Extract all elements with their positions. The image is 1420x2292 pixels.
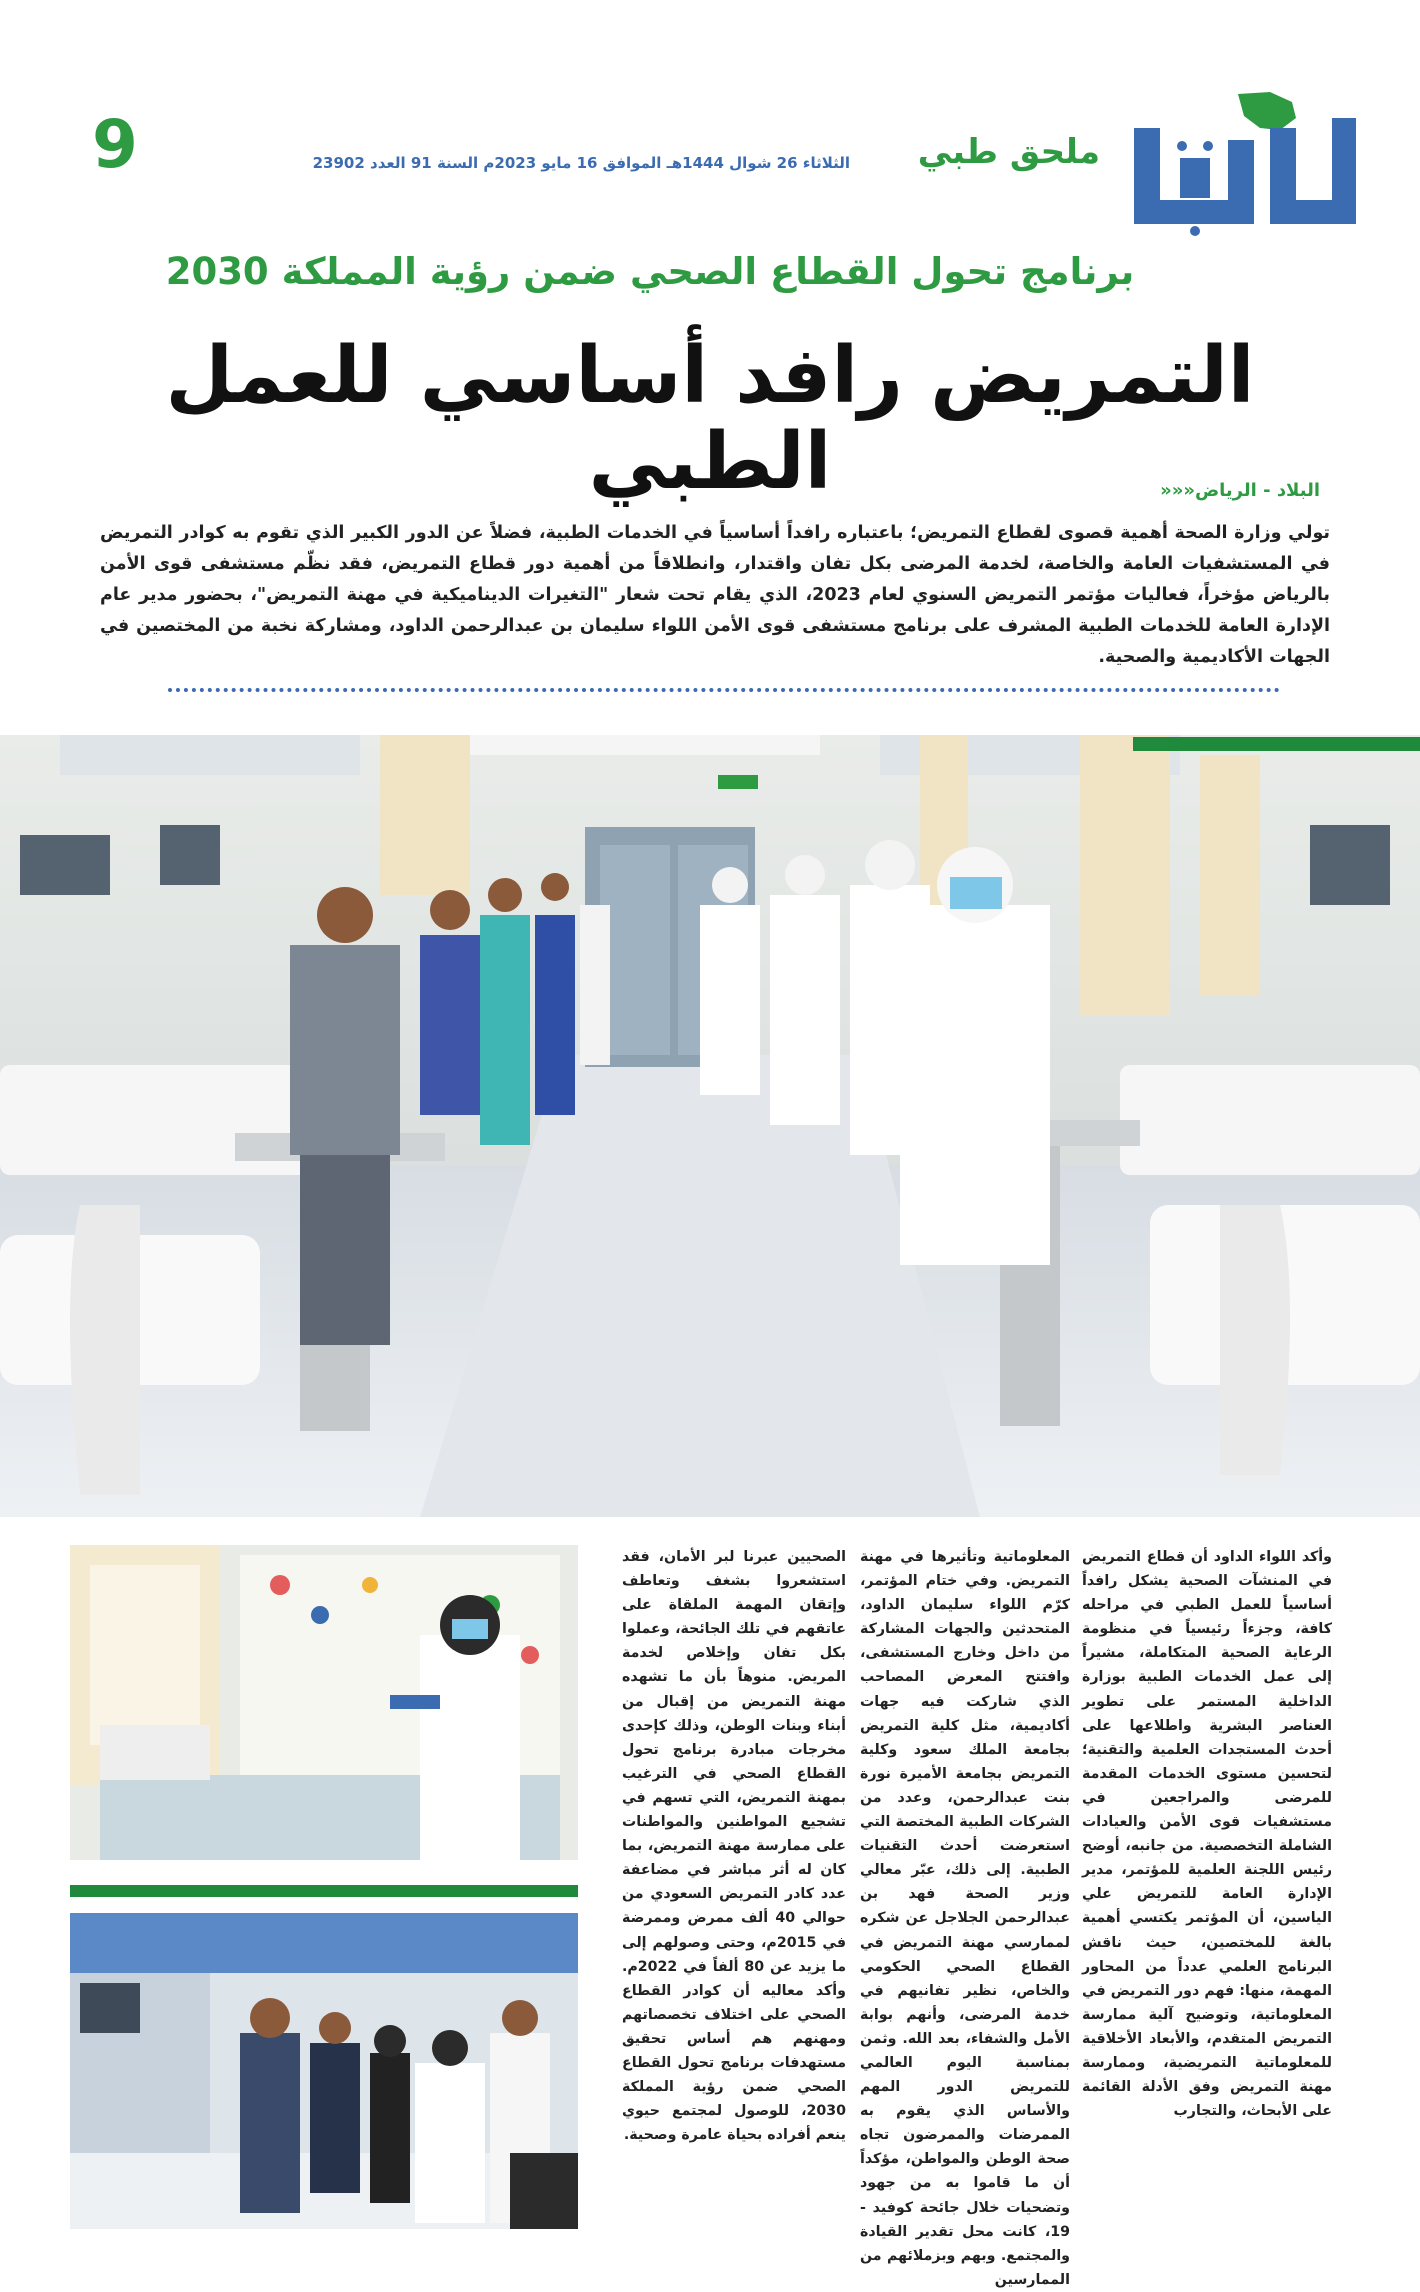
conference-photo [70,1913,578,2229]
page-number: 9 [92,106,138,183]
article-headline: التمريض رافد أساسي للعمل الطبي [165,331,1255,507]
dateline: الثلاثاء 26 شوال 1444هـ الموافق 16 مايو 2023م السنة 91 العدد 23902 [312,154,850,172]
chevrons-icon: ««« [1160,480,1195,501]
byline [1000,480,1320,501]
photo-separator-bar [70,1885,578,1897]
nurse-photo [70,1545,578,1860]
photo-accent-bar [1133,737,1420,751]
main-photo [0,735,1420,1517]
byline-text: البلاد - الرياض [1194,480,1320,501]
article-lead: تولي وزارة الصحة أهمية قصوى لقطاع التمريض؛ باعتباره رافداً أساسياً في الخدمات الطبية، فضلاً عن الدور الكبير الذي تقوم به كوادر التمريض في المستشفيات العامة والخاصة، لخدمة المرضى بكل تفان واقتدار، وانطلاقاً من أهمية دور قطاع التمريض، فقد نظّم مستشفى قوى الأمن بالرياض مؤخراً، فعاليات مؤتمر التمريض السنوي لعام 2023، الذي يقام تحت شعار "التغيرات الديناميكية في مهنة التمريض"، بحضور مدير عام الإدارة العامة للخدمات الطبية المشرف على برنامج مستشفى قوى الأمن اللواء سليمان بن عبدالرحمن الداود، ومشاركة نخبة من المختصين في الجهات الأكاديمية والصحية. [100,523,1330,667]
section-label: ملحق طبي [917,132,1100,172]
article-kicker: برنامج تحول القطاع الصحي ضمن رؤية المملكة 2030 [165,250,1135,293]
body-column-2: المعلوماتية وتأثيرها في مهنة التمريض. وفي ختام المؤتمر، كرّم اللواء سليمان الداود، المتحدثين والجهات المشاركة من داخل وخارج المستشفى، وافتتح المعرض المصاحب الذي شاركت فيه جهات أكاديمية، مثل كلية التمريض بجامعة الملك سعود وكلية التمريض بجامعة الأميرة نورة بنت عبدالرحمن، وعدد من الشركات الطبية المختصة التي استعرضت أحدث التقنيات الطبية. إلى ذلك، عبّر معالي وزير الصحة فهد بن عبدالرحمن الجلاجل عن شكره لممارسي مهنة التمريض في القطاع الصحي الحكومي والخاص، نظير تفانيهم في خدمة المرضى، وأنهم بوابة الأمل والشفاء، بعد الله. وثمن بمناسبة اليوم العالمي للتمريض الدور المهم والأساس الذي يقوم به الممرضات والممرضون تجاه صحة الوطن والمواطن، مؤكداً أن ما قاموا به من جهود وتضحيات خلال جائحة كوفيد - 19، كانت محل تقدير القيادة والمجتمع. وبهم وبزملائهم من الممارسين [860,1549,1070,2288]
body-column-3: الصحيين عبرنا لبر الأمان، فقد استشعروا بشغف وتعاطف وإتقان المهمة الملقاة على عاتقهم في تلك الجائحة، وعملوا بكل تفان وإخلاص لخدمة المريض. منوهاً بأن ما تشهده مهنة التمريض من إقبال من أبناء وبنات الوطن، وذلك كإحدى مخرجات مبادرة برنامج تحول القطاع الصحي في الترغيب بمهنة التمريض، التي تسهم في تشجيع المواطنين والمواطنات على ممارسة مهنة التمريض، بما كان له أثر مباشر في مضاعفة عدد كادر التمريض السعودي من حوالي 40 ألف ممرض وممرضة في 2015م، وحتى وصولهم إلى ما يزيد عن 80 ألفاً في 2022م. وأكد معاليه أن كوادر القطاع الصحي على اختلاف تخصصاتهم ومهنهم هم أساس تحقيق مستهدفات برنامج تحول القطاع الصحي ضمن رؤية المملكة 2030، للوصول لمجتمع حيوي ينعم أفراده بحياة عامرة وصحية. [622,1549,846,2144]
saudi-map-icon [1238,92,1296,130]
body-column-1: وأكد اللواء الداود أن قطاع التمريض في المنشآت الصحية يشكل رافداً أساسياً للعمل الطبي في مراحله كافة، وجزءاً رئيسياً في منظومة الرعاية الصحية المتكاملة، مشيراً إلى عمل الخدمات الطبية بوزارة الداخلية المستمر على تطوير العناصر البشرية واطلاعها على أحدث المستجدات العلمية والتقنية؛ لتحسين مستوى الخدمات المقدمة للمرضى والمراجعين في مستشفيات قوى الأمن والعيادات الشاملة التخصصية. من جانبه، أوضح رئيس اللجنة العلمية للمؤتمر، مدير الإدارة العامة للتمريض علي الياسين، أن المؤتمر يكتسي أهمية بالغة للمختصين، حيث ناقش البرنامج العلمي عدداً من المحاور المهمة، منها: فهم دور التمريض في المعلوماتية، وتوضيح آلية ممارسة التمريض المتقدم، والأبعاد الأخلاقية للمعلوماتية التمريضية، وممارسة مهنة التمريض وفق الأدلة القائمة على الأبحاث، والتجارب [1082,1549,1332,2120]
dotted-divider [168,688,1280,692]
newspaper-logo [1120,88,1370,238]
